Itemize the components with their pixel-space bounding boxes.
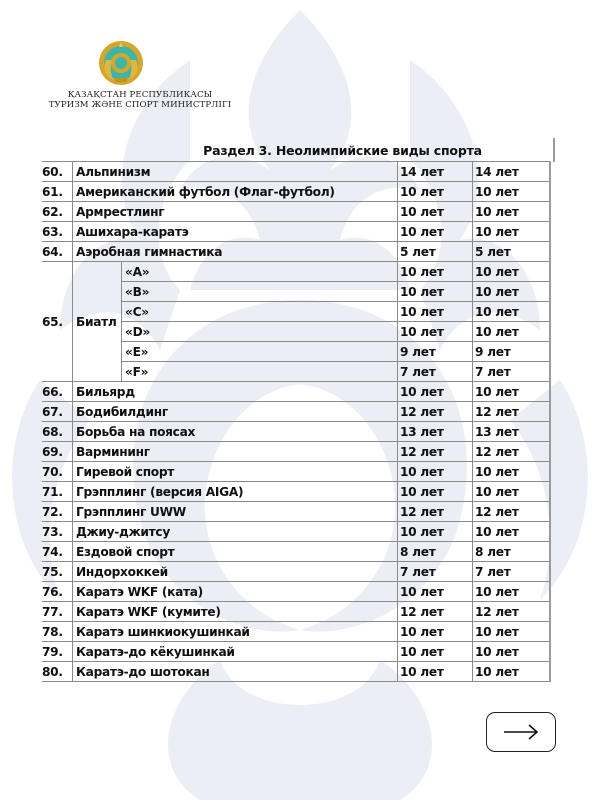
age-selection: 10 лет [473,482,551,502]
sport-name: Армрестлинг [73,202,398,222]
row-number: 77. [42,602,73,622]
age-selection: 12 лет [473,402,551,422]
age-start: 9 лет [398,342,473,362]
age-start: 10 лет [398,282,473,302]
sport-name: Бильярд [73,382,398,402]
table-row [42,662,550,682]
age-selection: 10 лет [473,322,551,342]
age-start: 10 лет [398,382,473,402]
age-start: 7 лет [398,362,473,382]
age-start: 10 лет [398,482,473,502]
row-number: 66. [42,382,73,402]
age-start: 10 лет [398,462,473,482]
sport-name: Альпинизм [73,162,398,182]
age-start: 10 лет [398,262,473,282]
age-start: 10 лет [398,582,473,602]
age-selection: 13 лет [473,422,551,442]
sport-name: Джиу-джитсу [73,522,398,542]
age-selection: 12 лет [473,502,551,522]
sport-name: Каратэ WKF (ката) [73,582,398,602]
age-selection: 7 лет [473,562,551,582]
sport-name: Вармининг [73,442,398,462]
row-number: 75. [42,562,73,582]
row-number: 71. [42,482,73,502]
sport-name: Индорхоккей [73,562,398,582]
sport-name: Грэпплинг UWW [73,502,398,522]
age-selection: 10 лет [473,302,551,322]
age-selection: 10 лет [473,522,551,542]
age-start: 10 лет [398,522,473,542]
age-selection: 5 лет [473,242,551,262]
table-row [42,582,550,602]
row-number: 73. [42,522,73,542]
age-selection: 12 лет [473,442,551,462]
sub-category: «A» [122,262,398,282]
table-row [42,222,550,242]
row-number: 70. [42,462,73,482]
row-number: 76. [42,582,73,602]
age-selection: 10 лет [473,622,551,642]
row-number: 65. [42,262,73,382]
row-number: 79. [42,642,73,662]
ministry-line-2: ТУРИЗМ ЖӘНЕ СПОРТ МИНИСТРЛІГІ [48,100,232,110]
row-number: 61. [42,182,73,202]
age-start: 10 лет [398,642,473,662]
table-row [42,562,550,582]
table-row [42,602,550,622]
sport-name: Каратэ-до шотокан [73,662,398,682]
sport-name: Гиревой спорт [73,462,398,482]
table-row [42,382,550,402]
age-selection: 10 лет [473,262,551,282]
row-number: 69. [42,442,73,462]
age-selection: 10 лет [473,182,551,202]
table-row [42,402,550,422]
age-start: 10 лет [398,202,473,222]
table-row [42,182,550,202]
sport-name: Каратэ-до кёкушинкай [73,642,398,662]
table-row [42,502,550,522]
age-start: 5 лет [398,242,473,262]
age-start: 10 лет [398,222,473,242]
age-start: 10 лет [398,302,473,322]
table-row [42,462,550,482]
age-start: 12 лет [398,442,473,462]
sport-name: Каратэ WKF (кумите) [73,602,398,622]
sub-category: «D» [122,322,398,342]
row-number: 64. [42,242,73,262]
age-start: 13 лет [398,422,473,442]
age-start: 12 лет [398,502,473,522]
table-row [42,242,550,262]
sport-name: Ашихара-каратэ [73,222,398,242]
age-start: 10 лет [398,662,473,682]
section-title: Раздел 3. Неолимпийские виды спорта [203,143,482,158]
table-row [42,442,550,462]
age-selection: 12 лет [473,602,551,622]
table-row [42,482,550,502]
age-selection: 7 лет [473,362,551,382]
sport-name: Ездовой спорт [73,542,398,562]
age-selection: 10 лет [473,462,551,482]
row-number: 67. [42,402,73,422]
age-start: 10 лет [398,622,473,642]
row-number: 68. [42,422,73,442]
table-row [42,622,550,642]
sub-category: «F» [122,362,398,382]
row-number: 74. [42,542,73,562]
age-selection: 10 лет [473,202,551,222]
age-start: 10 лет [398,182,473,202]
sport-name: Аэробная гимнастика [73,242,398,262]
row-number: 72. [42,502,73,522]
age-start: 7 лет [398,562,473,582]
age-selection: 8 лет [473,542,551,562]
table-row [42,642,550,662]
row-number: 63. [42,222,73,242]
sport-name: Каратэ шинкиокушинкай [73,622,398,642]
sport-name: Биатл [73,262,122,382]
age-start: 12 лет [398,402,473,422]
arrow-right-icon [503,723,539,741]
age-start: 8 лет [398,542,473,562]
row-number: 80. [42,662,73,682]
table-row [42,262,550,282]
kazakhstan-emblem-icon [98,40,144,86]
table-row [42,162,550,182]
table-right-border [553,138,555,162]
age-selection: 14 лет [473,162,551,182]
table-row [42,422,550,442]
table-row [42,522,550,542]
age-selection: 9 лет [473,342,551,362]
table-row [42,542,550,562]
sport-name: Борьба на поясах [73,422,398,442]
age-start: 12 лет [398,602,473,622]
age-selection: 10 лет [473,582,551,602]
row-number: 60. [42,162,73,182]
row-number: 78. [42,622,73,642]
next-page-button[interactable] [486,712,556,752]
age-selection: 10 лет [473,222,551,242]
row-number: 62. [42,202,73,222]
sport-name: Американский футбол (Флаг-футбол) [73,182,398,202]
ministry-name [40,90,240,110]
sport-name: Бодибилдинг [73,402,398,422]
sport-name: Грэпплинг (версия AIGA) [73,482,398,502]
age-start: 10 лет [398,322,473,342]
table-row [42,202,550,222]
age-selection: 10 лет [473,282,551,302]
age-selection: 10 лет [473,642,551,662]
sports-age-table [42,161,551,682]
ministry-line-1: ҚАЗАҚСТАН РЕСПУБЛИКАСЫ [67,90,213,100]
age-selection: 10 лет [473,662,551,682]
sub-category: «C» [122,302,398,322]
sub-category: «E» [122,342,398,362]
age-selection: 10 лет [473,382,551,402]
sub-category: «B» [122,282,398,302]
age-start: 14 лет [398,162,473,182]
